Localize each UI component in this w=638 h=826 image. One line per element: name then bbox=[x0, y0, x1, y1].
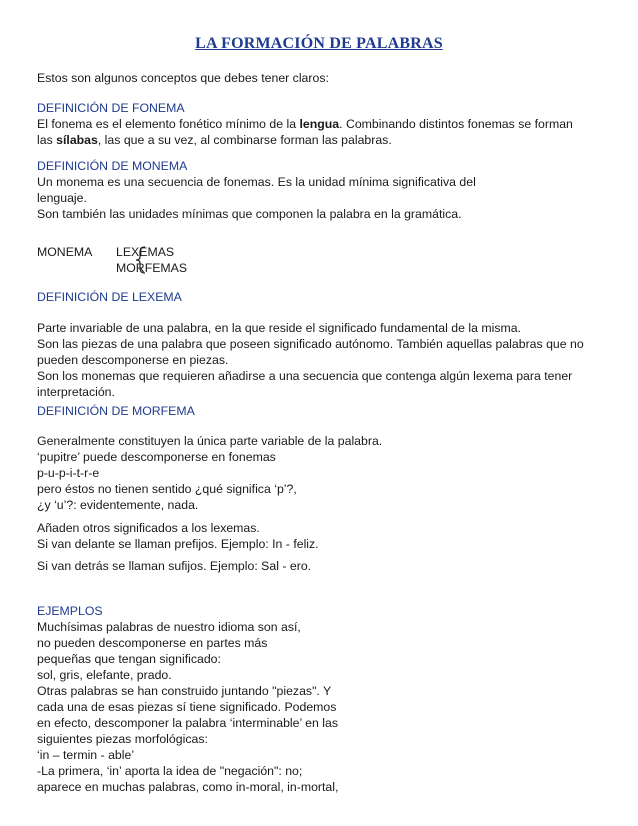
morfema-body bbox=[37, 433, 607, 513]
monema-line: Son también las unidades mínimas que componen la palabra en la gramática. bbox=[37, 207, 462, 221]
diagram-item-lexemas: LEXEMAS bbox=[116, 245, 175, 259]
morfema-line: Generalmente constituyen la única parte variable de la palabra. bbox=[37, 434, 383, 448]
morfema-prefijos-line: Si van delante se llaman prefijos. Ejemplo: In - feliz. bbox=[37, 537, 319, 551]
ejemplos-line: siguientes piezas morfológicas: bbox=[37, 732, 208, 746]
monema-line: lenguaje. bbox=[37, 191, 87, 205]
morfema-line: pero éstos no tienen sentido ¿qué significa ‘p’?, bbox=[37, 482, 297, 496]
ejemplos-line: cada una de esas piezas sí tiene significado. Podemos bbox=[37, 700, 337, 714]
monema-heading: DEFINICIÓN DE MONEMA bbox=[37, 159, 188, 173]
lexema-body bbox=[37, 320, 607, 400]
morfema-sufijos-line: Si van detrás se llaman sufijos. Ejemplo: Sal - ero. bbox=[37, 559, 312, 573]
ejemplos-heading: EJEMPLOS bbox=[37, 604, 103, 618]
lexema-heading: DEFINICIÓN DE LEXEMA bbox=[37, 290, 182, 304]
fonema-line-2 bbox=[37, 132, 607, 148]
lexema-section bbox=[37, 289, 607, 305]
ejemplos-section bbox=[37, 603, 607, 795]
intro-block bbox=[37, 70, 607, 86]
morfema-line: ¿y ‘u’?: evidentemente, nada. bbox=[37, 498, 199, 512]
ejemplos-line: Otras palabras se han construido juntando "piezas". Y bbox=[37, 684, 332, 698]
monema-diagram bbox=[37, 244, 337, 278]
ejemplos-line: pequeñas que tengan significado: bbox=[37, 652, 221, 666]
morfema-line: ‘pupitre’ puede descomponerse en fonemas bbox=[37, 450, 276, 464]
morfema-section bbox=[37, 403, 607, 419]
intro-text: Estos son algunos conceptos que debes tener claros: bbox=[37, 71, 329, 85]
fonema-text-1c: . Combinando distintos fonemas se forman bbox=[339, 117, 573, 131]
fonema-section bbox=[37, 100, 607, 148]
lexema-line: interpretación. bbox=[37, 385, 115, 399]
morfema-extra bbox=[37, 520, 607, 552]
page-title: LA FORMACIÓN DE PALABRAS bbox=[195, 35, 443, 52]
fonema-heading: DEFINICIÓN DE FONEMA bbox=[37, 101, 185, 115]
diagram-item-morfemas: MORFEMAS bbox=[116, 261, 188, 275]
ejemplos-line: -La primera, ‘in’ aporta la idea de "negación": no; bbox=[37, 764, 303, 778]
fonema-term-lengua: lengua bbox=[299, 117, 340, 131]
fonema-text-2a: las bbox=[37, 133, 57, 147]
fonema-text-1a: El fonema es el elemento fonético mínimo de la bbox=[37, 117, 300, 131]
morfema-line: p-u-p-i-t-r-e bbox=[37, 466, 100, 480]
ejemplos-line: ‘in – termin - able’ bbox=[37, 748, 135, 762]
morfema-extra-line: Añaden otros significados a los lexemas. bbox=[37, 521, 260, 535]
lexema-line: Parte invariable de una palabra, en la que reside el significado fundamental de la misma. bbox=[37, 321, 521, 335]
ejemplos-line: sol, gris, elefante, prado. bbox=[37, 668, 172, 682]
fonema-term-silabas: sílabas bbox=[56, 133, 98, 147]
monema-line: Un monema es una secuencia de fonemas. Es la unidad mínima significativa del bbox=[37, 175, 476, 189]
lexema-line: Son las piezas de una palabra que poseen significado autónomo. También aquellas palabras que no bbox=[37, 337, 584, 351]
morfema-heading: DEFINICIÓN DE MORFEMA bbox=[37, 404, 195, 418]
lexema-line: pueden descomponerse en piezas. bbox=[37, 353, 229, 367]
ejemplos-line: en efecto, descomponer la palabra ‘interminable’ en las bbox=[37, 716, 338, 730]
lexema-line: Son los monemas que requieren añadirse a una secuencia que contenga algún lexema para tener bbox=[37, 369, 573, 383]
fonema-line-1 bbox=[37, 116, 607, 132]
monema-section bbox=[37, 158, 607, 222]
diagram-root-label: MONEMA bbox=[37, 245, 93, 259]
ejemplos-line: no pueden descomponerse en partes más bbox=[37, 636, 268, 650]
ejemplos-line: Muchísimas palabras de nuestro idioma son así, bbox=[37, 620, 301, 634]
fonema-text-2c: , las que a su vez, al combinarse forman las palabras. bbox=[97, 133, 392, 147]
morfema-sufijos bbox=[37, 558, 607, 574]
ejemplos-line: aparece en muchas palabras, como in-moral, in-mortal, bbox=[37, 780, 339, 794]
